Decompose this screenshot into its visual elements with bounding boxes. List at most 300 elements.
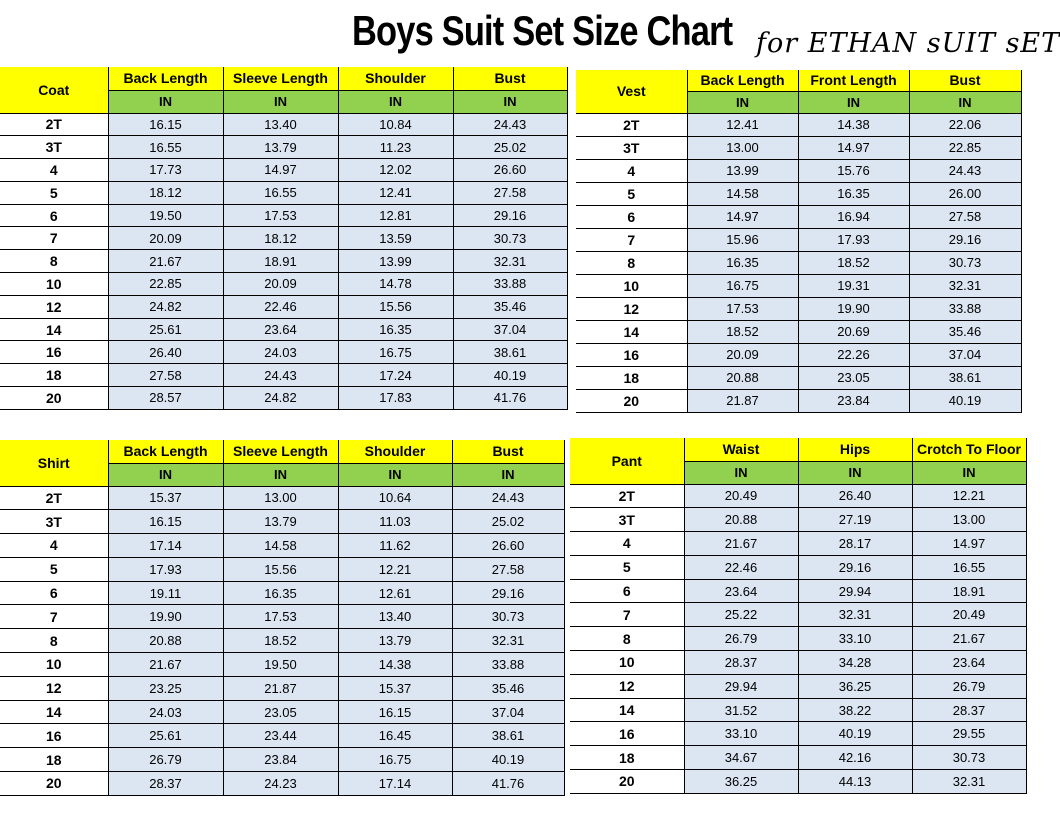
shirt-size-label: 20 — [0, 772, 108, 796]
shirt-value-cell: 20.88 — [108, 629, 223, 653]
coat-unit-cell: IN — [453, 90, 567, 113]
pant-size-label: 3T — [570, 508, 684, 532]
vest-size-label: 4 — [576, 159, 687, 182]
pant-table-row — [570, 484, 1026, 508]
shirt-size-label: 10 — [0, 653, 108, 677]
shirt-value-cell: 12.21 — [338, 557, 452, 581]
coat-value-cell: 27.58 — [108, 364, 223, 387]
vest-table-row — [576, 205, 1021, 228]
pant-value-cell: 25.22 — [684, 603, 798, 627]
pant-table-row — [570, 746, 1026, 770]
shirt-table-row — [0, 676, 564, 700]
coat-value-cell: 14.97 — [223, 159, 338, 182]
shirt-table-label: Shirt — [0, 440, 108, 486]
coat-value-cell: 18.12 — [223, 227, 338, 250]
vest-value-cell: 20.09 — [687, 343, 798, 366]
shirt-table-row — [0, 653, 564, 677]
coat-value-cell: 13.79 — [223, 136, 338, 159]
coat-value-cell: 13.40 — [223, 113, 338, 136]
coat-value-cell: 20.09 — [108, 227, 223, 250]
coat-size-label: 6 — [0, 204, 108, 227]
coat-table-row — [0, 181, 567, 204]
vest-value-cell: 18.52 — [798, 251, 909, 274]
pant-unit-cell: IN — [798, 461, 912, 484]
shirt-table-row — [0, 629, 564, 653]
vest-table-row — [576, 343, 1021, 366]
coat-value-cell: 35.46 — [453, 295, 567, 318]
vest-value-cell: 14.38 — [798, 113, 909, 136]
vest-size-label: 3T — [576, 136, 687, 159]
coat-value-cell: 38.61 — [453, 341, 567, 364]
shirt-unit-cell: IN — [452, 463, 564, 486]
shirt-value-cell: 10.64 — [338, 486, 452, 510]
pant-value-cell: 20.49 — [912, 603, 1026, 627]
shirt-value-cell: 21.67 — [108, 653, 223, 677]
vest-value-cell: 12.41 — [687, 113, 798, 136]
vest-value-cell: 16.94 — [798, 205, 909, 228]
shirt-column-header: Sleeve Length — [223, 440, 338, 463]
coat-value-cell: 41.76 — [453, 387, 567, 410]
pant-header-row — [570, 438, 1026, 461]
vest-value-cell: 16.35 — [798, 182, 909, 205]
shirt-value-cell: 13.00 — [223, 486, 338, 510]
vest-unit-cell: IN — [909, 91, 1021, 113]
vest-value-cell: 16.35 — [687, 251, 798, 274]
vest-value-cell: 26.00 — [909, 182, 1021, 205]
pant-table-row — [570, 698, 1026, 722]
shirt-value-cell: 16.75 — [338, 748, 452, 772]
coat-value-cell: 23.64 — [223, 318, 338, 341]
coat-value-cell: 25.02 — [453, 136, 567, 159]
shirt-column-header: Bust — [452, 440, 564, 463]
coat-header-row — [0, 67, 567, 90]
shirt-value-cell: 24.23 — [223, 772, 338, 796]
coat-value-cell: 11.23 — [338, 136, 453, 159]
coat-value-cell: 28.57 — [108, 387, 223, 410]
page-subtitle: for ETHAN sUIT sET — [756, 28, 1060, 59]
coat-value-cell: 16.35 — [338, 318, 453, 341]
vest-unit-cell: IN — [798, 91, 909, 113]
shirt-table-row — [0, 772, 564, 796]
shirt-table-row — [0, 557, 564, 581]
shirt-value-cell: 16.45 — [338, 724, 452, 748]
pant-value-cell: 23.64 — [912, 651, 1026, 675]
shirt-unit-cell: IN — [338, 463, 452, 486]
coat-value-cell: 27.58 — [453, 181, 567, 204]
coat-column-header: Bust — [453, 67, 567, 90]
shirt-value-cell: 41.76 — [452, 772, 564, 796]
shirt-value-cell: 26.60 — [452, 534, 564, 558]
vest-unit-cell: IN — [687, 91, 798, 113]
coat-size-label: 10 — [0, 273, 108, 296]
coat-value-cell: 16.15 — [108, 113, 223, 136]
coat-value-cell: 17.53 — [223, 204, 338, 227]
coat-table-row — [0, 227, 567, 250]
vest-size-label: 7 — [576, 228, 687, 251]
pant-size-label: 8 — [570, 627, 684, 651]
coat-value-cell: 26.40 — [108, 341, 223, 364]
coat-value-cell: 18.12 — [108, 181, 223, 204]
pant-table-row — [570, 603, 1026, 627]
pant-value-cell: 21.67 — [912, 627, 1026, 651]
pant-value-cell: 29.16 — [798, 555, 912, 579]
shirt-value-cell: 32.31 — [452, 629, 564, 653]
shirt-value-cell: 15.56 — [223, 557, 338, 581]
pant-table-row — [570, 508, 1026, 532]
coat-size-label: 14 — [0, 318, 108, 341]
coat-value-cell: 12.81 — [338, 204, 453, 227]
coat-value-cell: 17.83 — [338, 387, 453, 410]
shirt-value-cell: 12.61 — [338, 581, 452, 605]
vest-table-row — [576, 136, 1021, 159]
shirt-value-cell: 35.46 — [452, 676, 564, 700]
vest-column-header: Bust — [909, 70, 1021, 91]
pant-value-cell: 14.97 — [912, 532, 1026, 556]
vest-value-cell: 22.85 — [909, 136, 1021, 159]
shirt-size-label: 4 — [0, 534, 108, 558]
coat-size-table — [0, 67, 568, 410]
pant-value-cell: 21.67 — [684, 532, 798, 556]
coat-size-label: 2T — [0, 113, 108, 136]
coat-value-cell: 21.67 — [108, 250, 223, 273]
coat-value-cell: 19.50 — [108, 204, 223, 227]
shirt-value-cell: 33.88 — [452, 653, 564, 677]
vest-value-cell: 32.31 — [909, 274, 1021, 297]
shirt-value-cell: 11.03 — [338, 510, 452, 534]
pant-value-cell: 18.91 — [912, 579, 1026, 603]
shirt-value-cell: 17.53 — [223, 605, 338, 629]
coat-value-cell: 40.19 — [453, 364, 567, 387]
shirt-unit-cell: IN — [108, 463, 223, 486]
shirt-size-label: 6 — [0, 581, 108, 605]
coat-value-cell: 14.78 — [338, 273, 453, 296]
pant-table-row — [570, 627, 1026, 651]
coat-value-cell: 24.82 — [108, 295, 223, 318]
pant-value-cell: 28.17 — [798, 532, 912, 556]
pant-value-cell: 32.31 — [912, 770, 1026, 794]
shirt-value-cell: 28.37 — [108, 772, 223, 796]
shirt-value-cell: 14.58 — [223, 534, 338, 558]
shirt-value-cell: 14.38 — [338, 653, 452, 677]
coat-column-header: Shoulder — [338, 67, 453, 90]
shirt-value-cell: 23.84 — [223, 748, 338, 772]
vest-value-cell: 24.43 — [909, 159, 1021, 182]
vest-value-cell: 30.73 — [909, 251, 1021, 274]
pant-size-label: 10 — [570, 651, 684, 675]
coat-value-cell: 15.56 — [338, 295, 453, 318]
coat-table-row — [0, 295, 567, 318]
vest-value-cell: 16.75 — [687, 274, 798, 297]
coat-value-cell: 18.91 — [223, 250, 338, 273]
vest-value-cell: 13.00 — [687, 136, 798, 159]
pant-value-cell: 40.19 — [798, 722, 912, 746]
pant-size-label: 16 — [570, 722, 684, 746]
pant-table-row — [570, 722, 1026, 746]
vest-value-cell: 14.97 — [798, 136, 909, 159]
vest-table-row — [576, 182, 1021, 205]
vest-value-cell: 19.90 — [798, 297, 909, 320]
coat-column-header: Back Length — [108, 67, 223, 90]
vest-size-label: 14 — [576, 320, 687, 343]
vest-value-cell: 15.76 — [798, 159, 909, 182]
vest-value-cell: 40.19 — [909, 389, 1021, 412]
coat-value-cell: 37.04 — [453, 318, 567, 341]
shirt-header-row — [0, 440, 564, 463]
shirt-value-cell: 23.05 — [223, 700, 338, 724]
coat-table-row — [0, 364, 567, 387]
pant-value-cell: 26.79 — [684, 627, 798, 651]
shirt-table-row — [0, 510, 564, 534]
coat-value-cell: 20.09 — [223, 273, 338, 296]
pant-value-cell: 26.40 — [798, 484, 912, 508]
shirt-value-cell: 19.50 — [223, 653, 338, 677]
coat-value-cell: 22.85 — [108, 273, 223, 296]
shirt-value-cell: 19.11 — [108, 581, 223, 605]
shirt-unit-cell: IN — [223, 463, 338, 486]
coat-value-cell: 16.55 — [108, 136, 223, 159]
shirt-size-label: 16 — [0, 724, 108, 748]
vest-size-label: 20 — [576, 389, 687, 412]
vest-value-cell: 27.58 — [909, 205, 1021, 228]
shirt-size-label: 8 — [0, 629, 108, 653]
coat-table-row — [0, 159, 567, 182]
coat-value-cell: 29.16 — [453, 204, 567, 227]
shirt-table-row — [0, 581, 564, 605]
shirt-value-cell: 23.25 — [108, 676, 223, 700]
vest-value-cell: 37.04 — [909, 343, 1021, 366]
shirt-table-row — [0, 724, 564, 748]
coat-value-cell: 24.82 — [223, 387, 338, 410]
coat-value-cell: 17.24 — [338, 364, 453, 387]
pant-value-cell: 16.55 — [912, 555, 1026, 579]
coat-table-row — [0, 341, 567, 364]
coat-value-cell: 13.99 — [338, 250, 453, 273]
pant-value-cell: 31.52 — [684, 698, 798, 722]
vest-value-cell: 18.52 — [687, 320, 798, 343]
coat-table-row — [0, 273, 567, 296]
coat-value-cell: 25.61 — [108, 318, 223, 341]
pant-size-label: 7 — [570, 603, 684, 627]
coat-unit-cell: IN — [223, 90, 338, 113]
coat-unit-cell: IN — [108, 90, 223, 113]
vest-table-row — [576, 366, 1021, 389]
shirt-table-row — [0, 534, 564, 558]
pant-column-header: Waist — [684, 438, 798, 461]
shirt-value-cell: 29.16 — [452, 581, 564, 605]
shirt-value-cell: 15.37 — [108, 486, 223, 510]
coat-table-row — [0, 387, 567, 410]
shirt-value-cell: 15.37 — [338, 676, 452, 700]
pant-value-cell: 34.67 — [684, 746, 798, 770]
pant-table-label: Pant — [570, 438, 684, 484]
shirt-value-cell: 37.04 — [452, 700, 564, 724]
pant-size-label: 18 — [570, 746, 684, 770]
shirt-value-cell: 17.14 — [338, 772, 452, 796]
vest-value-cell: 15.96 — [687, 228, 798, 251]
shirt-size-label: 3T — [0, 510, 108, 534]
vest-size-label: 8 — [576, 251, 687, 274]
coat-value-cell: 13.59 — [338, 227, 453, 250]
coat-size-label: 20 — [0, 387, 108, 410]
shirt-column-header: Back Length — [108, 440, 223, 463]
shirt-value-cell: 11.62 — [338, 534, 452, 558]
coat-size-label: 16 — [0, 341, 108, 364]
pant-value-cell: 23.64 — [684, 579, 798, 603]
pant-value-cell: 20.88 — [684, 508, 798, 532]
pant-unit-cell: IN — [684, 461, 798, 484]
pant-value-cell: 28.37 — [684, 651, 798, 675]
vest-size-label: 6 — [576, 205, 687, 228]
pant-value-cell: 33.10 — [684, 722, 798, 746]
vest-size-label: 5 — [576, 182, 687, 205]
coat-table-row — [0, 204, 567, 227]
pant-table-row — [570, 532, 1026, 556]
coat-size-label: 3T — [0, 136, 108, 159]
coat-value-cell: 12.41 — [338, 181, 453, 204]
pant-value-cell: 29.94 — [684, 674, 798, 698]
pant-value-cell: 12.21 — [912, 484, 1026, 508]
shirt-size-label: 14 — [0, 700, 108, 724]
vest-table-row — [576, 320, 1021, 343]
shirt-table-row — [0, 605, 564, 629]
vest-value-cell: 20.69 — [798, 320, 909, 343]
vest-size-label: 12 — [576, 297, 687, 320]
shirt-value-cell: 18.52 — [223, 629, 338, 653]
coat-value-cell: 30.73 — [453, 227, 567, 250]
coat-value-cell: 16.55 — [223, 181, 338, 204]
shirt-value-cell: 27.58 — [452, 557, 564, 581]
vest-size-table — [576, 70, 1022, 413]
shirt-value-cell: 16.15 — [108, 510, 223, 534]
coat-value-cell: 24.43 — [223, 364, 338, 387]
coat-value-cell: 26.60 — [453, 159, 567, 182]
shirt-value-cell: 17.93 — [108, 557, 223, 581]
shirt-value-cell: 30.73 — [452, 605, 564, 629]
pant-value-cell: 28.37 — [912, 698, 1026, 722]
coat-column-header: Sleeve Length — [223, 67, 338, 90]
shirt-table-row — [0, 486, 564, 510]
vest-table-row — [576, 389, 1021, 412]
pant-value-cell: 34.28 — [798, 651, 912, 675]
coat-value-cell: 24.43 — [453, 113, 567, 136]
pant-size-table — [570, 438, 1027, 794]
coat-size-label: 7 — [0, 227, 108, 250]
shirt-size-table — [0, 440, 565, 796]
coat-value-cell: 16.75 — [338, 341, 453, 364]
vest-size-label: 10 — [576, 274, 687, 297]
coat-value-cell: 32.31 — [453, 250, 567, 273]
pant-value-cell: 29.94 — [798, 579, 912, 603]
coat-size-label: 5 — [0, 181, 108, 204]
shirt-value-cell: 13.79 — [338, 629, 452, 653]
shirt-size-label: 7 — [0, 605, 108, 629]
pant-size-label: 4 — [570, 532, 684, 556]
pant-unit-cell: IN — [912, 461, 1026, 484]
pant-size-label: 12 — [570, 674, 684, 698]
pant-table-row — [570, 651, 1026, 675]
shirt-value-cell: 17.14 — [108, 534, 223, 558]
shirt-size-label: 2T — [0, 486, 108, 510]
vest-value-cell: 29.16 — [909, 228, 1021, 251]
shirt-size-label: 18 — [0, 748, 108, 772]
shirt-value-cell: 13.79 — [223, 510, 338, 534]
vest-value-cell: 17.53 — [687, 297, 798, 320]
vest-size-label: 18 — [576, 366, 687, 389]
shirt-table-row — [0, 700, 564, 724]
pant-value-cell: 36.25 — [798, 674, 912, 698]
coat-value-cell: 22.46 — [223, 295, 338, 318]
vest-header-row — [576, 70, 1021, 91]
coat-unit-cell: IN — [338, 90, 453, 113]
coat-value-cell: 12.02 — [338, 159, 453, 182]
pant-table-row — [570, 555, 1026, 579]
pant-value-cell: 38.22 — [798, 698, 912, 722]
vest-value-cell: 14.58 — [687, 182, 798, 205]
pant-value-cell: 36.25 — [684, 770, 798, 794]
pant-column-header: Hips — [798, 438, 912, 461]
vest-value-cell: 23.84 — [798, 389, 909, 412]
vest-value-cell: 14.97 — [687, 205, 798, 228]
pant-size-label: 5 — [570, 555, 684, 579]
coat-value-cell: 10.84 — [338, 113, 453, 136]
vest-table-row — [576, 159, 1021, 182]
pant-value-cell: 42.16 — [798, 746, 912, 770]
vest-value-cell: 19.31 — [798, 274, 909, 297]
vest-column-header: Back Length — [687, 70, 798, 91]
pant-value-cell: 22.46 — [684, 555, 798, 579]
vest-value-cell: 17.93 — [798, 228, 909, 251]
shirt-value-cell: 23.44 — [223, 724, 338, 748]
pant-size-label: 20 — [570, 770, 684, 794]
coat-value-cell: 17.73 — [108, 159, 223, 182]
shirt-value-cell: 25.61 — [108, 724, 223, 748]
vest-table-row — [576, 274, 1021, 297]
pant-column-header: Crotch To Floor — [912, 438, 1026, 461]
coat-table-row — [0, 113, 567, 136]
pant-value-cell: 44.13 — [798, 770, 912, 794]
pant-value-cell: 26.79 — [912, 674, 1026, 698]
coat-table-row — [0, 250, 567, 273]
pant-table-row — [570, 579, 1026, 603]
pant-size-label: 14 — [570, 698, 684, 722]
pant-table-row — [570, 770, 1026, 794]
vest-table-row — [576, 228, 1021, 251]
pant-table-row — [570, 674, 1026, 698]
coat-size-label: 4 — [0, 159, 108, 182]
shirt-value-cell: 38.61 — [452, 724, 564, 748]
vest-value-cell: 38.61 — [909, 366, 1021, 389]
coat-size-label: 8 — [0, 250, 108, 273]
vest-value-cell: 33.88 — [909, 297, 1021, 320]
vest-value-cell: 23.05 — [798, 366, 909, 389]
vest-size-label: 2T — [576, 113, 687, 136]
vest-value-cell: 20.88 — [687, 366, 798, 389]
pant-value-cell: 30.73 — [912, 746, 1026, 770]
coat-table-row — [0, 318, 567, 341]
coat-table-label: Coat — [0, 67, 108, 113]
vest-table-label: Vest — [576, 70, 687, 113]
shirt-value-cell: 13.40 — [338, 605, 452, 629]
shirt-value-cell: 16.15 — [338, 700, 452, 724]
pant-value-cell: 13.00 — [912, 508, 1026, 532]
shirt-value-cell: 25.02 — [452, 510, 564, 534]
pant-value-cell: 33.10 — [798, 627, 912, 651]
shirt-value-cell: 16.35 — [223, 581, 338, 605]
coat-size-label: 12 — [0, 295, 108, 318]
pant-size-label: 2T — [570, 484, 684, 508]
pant-value-cell: 27.19 — [798, 508, 912, 532]
vest-value-cell: 22.06 — [909, 113, 1021, 136]
